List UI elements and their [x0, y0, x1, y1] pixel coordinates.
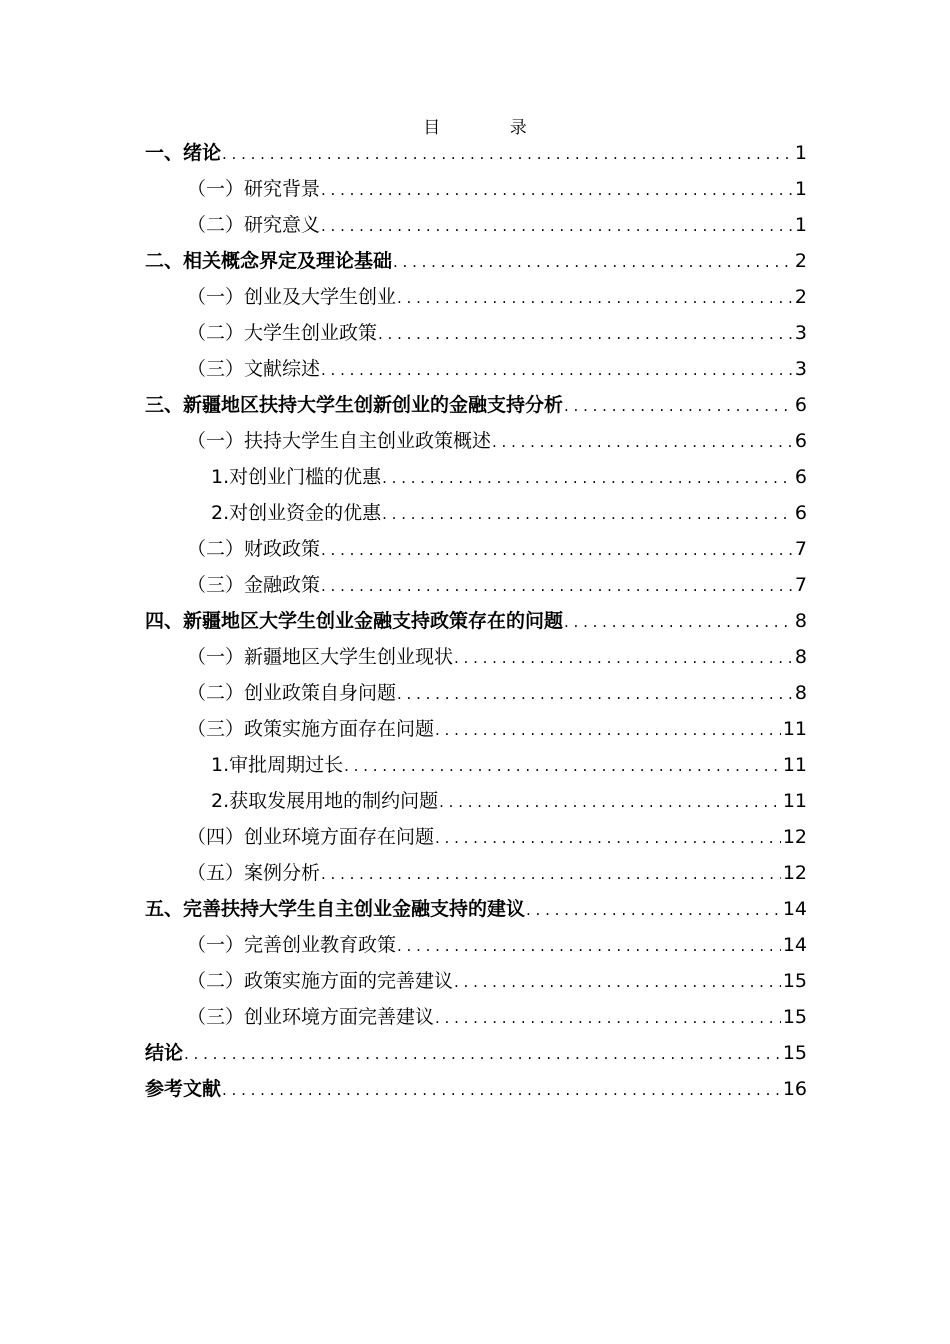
dot-leader [564, 387, 793, 424]
toc-entry[interactable] [145, 891, 807, 927]
toc-entry-page-number: 8 [794, 646, 807, 668]
toc-entry-label: （三）政策实施方面存在问题 [187, 718, 435, 740]
toc-entry-label: （三）文献综述 [187, 358, 321, 380]
dot-leader [344, 747, 781, 784]
toc-entry-page-number: 2 [794, 250, 807, 272]
dot-leader [435, 711, 781, 748]
toc-entry[interactable] [145, 567, 807, 603]
dot-leader [564, 603, 793, 640]
toc-entry-label: 1.审批周期过长 [211, 754, 344, 776]
dot-leader [382, 495, 793, 532]
toc-entry-page-number: 1 [794, 142, 807, 164]
toc-entry[interactable] [145, 279, 807, 315]
toc-entry-label: （一）创业及大学生创业 [187, 286, 397, 308]
dot-leader [321, 207, 793, 244]
toc-entry[interactable] [145, 207, 807, 243]
toc-entry[interactable] [145, 315, 807, 351]
toc-entry-page-number: 6 [794, 502, 807, 524]
dot-leader [321, 351, 793, 388]
toc-entry-page-number: 15 [782, 970, 807, 992]
dot-leader [397, 927, 781, 964]
toc-entry[interactable] [145, 135, 807, 171]
toc-entry-label: （四）创业环境方面存在问题 [187, 826, 435, 848]
dot-leader [321, 567, 793, 604]
toc-entry-page-number: 11 [782, 754, 807, 776]
toc-entry-label: （二）创业政策自身问题 [187, 682, 397, 704]
toc-entry-page-number: 6 [794, 394, 807, 416]
toc-entry-page-number: 7 [794, 538, 807, 560]
dot-leader [184, 1035, 781, 1072]
toc-entry-label: 1.对创业门槛的优惠 [211, 466, 382, 488]
toc-entry-label: （五）案例分析 [187, 862, 321, 884]
toc-entry-page-number: 15 [782, 1006, 807, 1028]
toc-entry[interactable] [145, 675, 807, 711]
toc-entry[interactable] [145, 423, 807, 459]
toc-entry[interactable] [145, 1071, 807, 1107]
toc-entry-label: （二）财政政策 [187, 538, 321, 560]
dot-leader [435, 819, 781, 856]
toc-entry[interactable] [145, 783, 807, 819]
toc-entry[interactable] [145, 855, 807, 891]
dot-leader [492, 423, 793, 460]
toc-entry[interactable] [145, 351, 807, 387]
toc-entry-page-number: 14 [782, 934, 807, 956]
toc-entry-label: 参考文献 [145, 1078, 222, 1100]
dot-leader [439, 783, 781, 820]
toc-entry[interactable] [145, 711, 807, 747]
dot-leader [222, 1071, 781, 1108]
toc-entry-page-number: 1 [794, 214, 807, 236]
toc-entry[interactable] [145, 243, 807, 279]
toc-entry-page-number: 6 [794, 466, 807, 488]
toc-entry-label: （一）扶持大学生自主创业政策概述 [187, 430, 492, 452]
toc-entry-label: （二）研究意义 [187, 214, 321, 236]
toc-entry[interactable] [145, 819, 807, 855]
dot-leader [397, 675, 793, 712]
toc-entry-label: 三、新疆地区扶持大学生创新创业的金融支持分析 [145, 394, 564, 416]
toc-entry[interactable] [145, 495, 807, 531]
toc-entry[interactable] [145, 171, 807, 207]
toc-entry-page-number: 8 [794, 610, 807, 632]
toc-entry[interactable] [145, 927, 807, 963]
dot-leader [321, 855, 781, 892]
toc-entry-label: （一）新疆地区大学生创业现状 [187, 646, 454, 668]
dot-leader [378, 315, 793, 352]
dot-leader [321, 531, 793, 568]
toc-entry-page-number: 11 [782, 718, 807, 740]
toc-entry[interactable] [145, 531, 807, 567]
toc-entry-page-number: 3 [794, 358, 807, 380]
dot-leader [526, 891, 781, 928]
toc-entry[interactable] [145, 999, 807, 1035]
toc-entry-label: （二）政策实施方面的完善建议 [187, 970, 454, 992]
toc-entry[interactable] [145, 963, 807, 999]
toc-entry-page-number: 11 [782, 790, 807, 812]
toc-entry-label: 五、完善扶持大学生自主创业金融支持的建议 [145, 898, 526, 920]
toc-entry-label: 二、相关概念界定及理论基础 [145, 250, 393, 272]
dot-leader [454, 639, 793, 676]
toc-entry-page-number: 15 [782, 1042, 807, 1064]
toc-entry[interactable] [145, 747, 807, 783]
toc-entry-label: 2.获取发展用地的制约问题 [211, 790, 439, 812]
toc-entry-page-number: 6 [794, 430, 807, 452]
toc-entry-label: （一）研究背景 [187, 178, 321, 200]
toc-title: 目 录 [423, 118, 559, 138]
toc-entry-page-number: 2 [794, 286, 807, 308]
toc-entry-page-number: 12 [782, 862, 807, 884]
toc-entry-page-number: 12 [782, 826, 807, 848]
toc-entry-page-number: 1 [794, 178, 807, 200]
toc-entry-page-number: 14 [782, 898, 807, 920]
toc-entry-label: （三）金融政策 [187, 574, 321, 596]
toc-entry-page-number: 8 [794, 682, 807, 704]
toc-entry-label: （三）创业环境方面完善建议 [187, 1006, 435, 1028]
toc-entry-label: （二）大学生创业政策 [187, 322, 378, 344]
toc-entry-label: 2.对创业资金的优惠 [211, 502, 382, 524]
dot-leader [397, 279, 793, 316]
dot-leader [321, 171, 793, 208]
dot-leader [222, 135, 793, 172]
toc-entry[interactable] [145, 603, 807, 639]
toc-entry[interactable] [145, 387, 807, 423]
toc-entry-label: （一）完善创业教育政策 [187, 934, 397, 956]
dot-leader [454, 963, 781, 1000]
table-of-contents [145, 135, 807, 1107]
toc-entry-page-number: 3 [794, 322, 807, 344]
dot-leader [393, 243, 793, 280]
toc-entry[interactable] [145, 639, 807, 675]
toc-entry-label: 结论 [145, 1042, 184, 1064]
toc-entry-label: 一、绪论 [145, 142, 222, 164]
toc-entry-page-number: 16 [782, 1078, 807, 1100]
toc-entry-page-number: 7 [794, 574, 807, 596]
toc-entry[interactable] [145, 1035, 807, 1071]
dot-leader [382, 459, 793, 496]
dot-leader [435, 999, 781, 1036]
toc-entry-label: 四、新疆地区大学生创业金融支持政策存在的问题 [145, 610, 564, 632]
toc-entry[interactable] [145, 459, 807, 495]
